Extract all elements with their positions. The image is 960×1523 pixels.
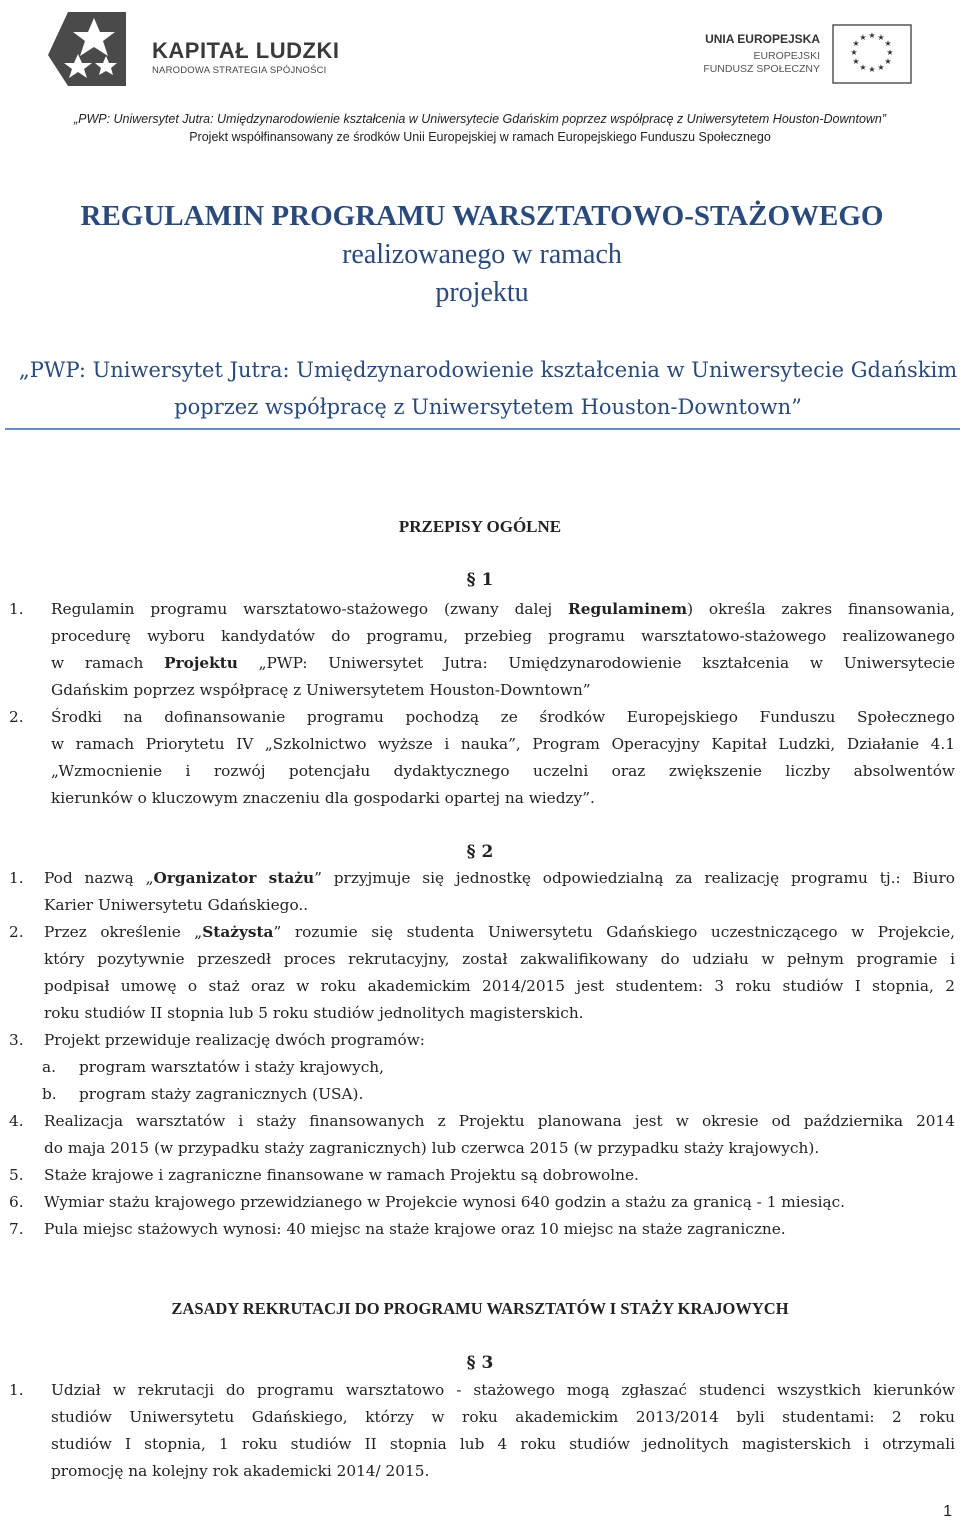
list-item-line: podpisał umowę o staż oraz w roku akademickim 2014/2015 jest studentem: 3 roku studiów I stopnia, 2: [44, 977, 955, 995]
svg-text:★: ★: [877, 33, 885, 42]
list-item-line: Karier Uniwersytetu Gdańskiego..: [44, 896, 309, 914]
paragraph-heading-1: § 1: [466, 570, 494, 590]
text-span: ” przyjmuje się jednostkę odpowiedzialną za realizację programu tj.: Biuro: [314, 869, 955, 887]
list-item-line: [51, 596, 955, 623]
list-number: 1.: [9, 1381, 24, 1399]
svg-text:★: ★: [877, 63, 885, 72]
text-span: ) określa zakres finansowania,: [687, 600, 955, 618]
kapital-ludzki-title: KAPITAŁ LUDZKI: [152, 38, 340, 63]
list-item-line: roku studiów II stopnia lub 5 roku studiów jednolitych magisterskich.: [44, 1004, 584, 1022]
list-number: 2.: [9, 708, 24, 726]
list-item-line: kierunków o kluczowym znaczeniu dla gospodarki opartej na wiedzy”.: [51, 789, 595, 807]
kapital-ludzki-logo: [40, 8, 340, 93]
list-item-line: studiów I stopnia, 1 roku studiów II stopnia lub 4 roku studiów jednolitych magisterskich i otrzymali: [51, 1435, 955, 1453]
svg-text:★: ★: [852, 39, 860, 48]
sublist-item: program staży zagranicznych (USA).: [79, 1085, 364, 1103]
document-title-line2: realizowanego w ramach: [342, 239, 622, 270]
paragraph-heading-3: § 3: [466, 1353, 494, 1373]
svg-text:★: ★: [884, 39, 892, 48]
text-span: „PWP: Uniwersytet Jutra: Umiędzynarodowienie kształcenia w Uniwersytecie: [237, 654, 956, 672]
eu-logo-line3: FUNDUSZ SPOŁECZNY: [703, 63, 820, 75]
list-item-line: procedurę wyboru kandydatów do programu, przebieg programu warsztatowo-stażowego realizowanego: [51, 627, 955, 645]
svg-text:★: ★: [852, 57, 860, 66]
svg-text:★: ★: [884, 57, 892, 66]
sublist-letter: a.: [42, 1058, 56, 1076]
kapital-ludzki-subtitle: NARODOWA STRATEGIA SPÓJNOŚCI: [152, 65, 327, 76]
list-number: 2.: [9, 923, 24, 941]
list-item-line: „Wzmocnienie i rozwój potencjału dydaktycznego uczelni oraz zwiększenie liczby absolwentów: [51, 762, 955, 780]
list-item-line: Środki na dofinansowanie programu pochodzą ze środków Europejskiego Funduszu Społecznego: [51, 708, 955, 726]
list-number: 1.: [9, 600, 24, 618]
paragraph-heading-2: § 2: [466, 842, 494, 862]
list-item-line: który pozytywnie przeszedł proces rekrutacyjny, został zakwalifikowany do udziału w pełnym programie i: [44, 950, 955, 968]
list-item-line: do maja 2015 (w przypadku staży zagranicznych) lub czerwca 2015 (w przypadku staży krajowych).: [44, 1139, 820, 1157]
list-item-line: Projekt przewiduje realizację dwóch programów:: [44, 1031, 425, 1049]
section-heading-general: PRZEPISY OGÓLNE: [398, 517, 562, 536]
list-item-line: studiów Uniwersytetu Gdańskiego, którzy w roku akademickim 2013/2014 byli studentami: 2 roku: [51, 1408, 955, 1426]
eu-logo: [700, 18, 930, 88]
text-span: Regulamin programu warsztatowo-stażowego (zwany dalej: [51, 600, 569, 618]
list-item-line: Realizacja warsztatów i staży finansowanych z Projektu planowana jest w okresie od października 2014: [44, 1112, 955, 1130]
list-item-line: w ramach Priorytetu IV „Szkolnictwo wyższe i nauka”, Program Operacyjny Kapitał Ludzki, Działanie 4.1: [51, 735, 955, 753]
eu-logo-line1: UNIA EUROPEJSKA: [705, 32, 820, 46]
header-cofinancing: Projekt współfinansowany ze środków Unii Europejskiej w ramach Europejskiego Funduszu Społecznego: [189, 130, 771, 144]
text-span: Pod nazwą „: [44, 869, 154, 887]
list-item-line: Gdańskim poprzez współpracę z Uniwersytetem Houston-Downtown”: [51, 681, 591, 699]
header-project-name: „PWP: Uniwersytet Jutra: Umiędzynarodowienie kształcenia w Uniwersytecie Gdańskim poprzez współpracę z Uniwersytetem Houston-Downtown”: [73, 112, 887, 126]
svg-text:★: ★: [886, 48, 894, 57]
document-title: REGULAMIN PROGRAMU WARSZTATOWO-STAŻOWEGO: [80, 200, 884, 232]
list-number: 5.: [9, 1166, 24, 1184]
section-heading-recruitment: ZASADY REKRUTACJI DO PROGRAMU WARSZTATÓW I STAŻY KRAJOWYCH: [171, 1299, 789, 1318]
list-item-line: Wymiar stażu krajowego przewidzianego w Projekcie wynosi 640 godzin a stażu za granicą - 1 miesiąc.: [44, 1193, 846, 1211]
project-name-line1: „PWP: Uniwersytet Jutra: Umiędzynarodowienie kształcenia w Uniwersytecie Gdańskim: [18, 358, 958, 382]
sublist-item: program warsztatów i staży krajowych,: [79, 1058, 385, 1076]
project-name-line2: poprzez współpracę z Uniwersytetem Houston-Downtown”: [174, 395, 802, 419]
bold-term: Stażysta: [202, 923, 274, 941]
title-divider: [5, 428, 960, 430]
list-number: 6.: [9, 1193, 24, 1211]
eu-flag-icon: [832, 24, 912, 84]
list-number: 3.: [9, 1031, 24, 1049]
list-item-line: [51, 650, 955, 677]
eu-logo-line2: EUROPEJSKI: [753, 50, 820, 62]
bold-term: Projektu: [164, 654, 238, 672]
bold-term: Organizator stażu: [153, 869, 315, 887]
text-span: w ramach: [51, 654, 165, 672]
list-item-line: Staże krajowe i zagraniczne finansowane w ramach Projektu są dobrowolne.: [44, 1166, 639, 1184]
list-item-line: Udział w rekrutacji do programu warsztatowo - stażowego mogą zgłaszać studenci wszystkich kierunków: [51, 1381, 955, 1399]
list-item-line: Pula miejsc stażowych wynosi: 40 miejsc na staże krajowe oraz 10 miejsc na staże zagraniczne.: [44, 1220, 786, 1238]
text-span: Przez określenie „: [44, 923, 203, 941]
list-item-line: [44, 865, 955, 892]
sublist-letter: b.: [42, 1085, 57, 1103]
svg-text:★: ★: [868, 31, 876, 40]
page-number: 1: [943, 1503, 952, 1520]
svg-text:★: ★: [868, 65, 876, 74]
list-item-line: promocję na kolejny rok akademicki 2014/ 2015.: [51, 1462, 430, 1480]
list-number: 4.: [9, 1112, 24, 1130]
document-title-line3: projektu: [435, 277, 529, 308]
text-span: ” rozumie się studenta Uniwersytetu Gdańskiego uczestniczącego w Projekcie,: [273, 923, 955, 941]
list-number: 1.: [9, 869, 24, 887]
kapital-ludzki-emblem-icon: [48, 10, 148, 90]
list-item-line: [44, 919, 955, 946]
bold-term: Regulaminem: [568, 600, 688, 618]
svg-text:★: ★: [850, 48, 858, 57]
svg-text:★: ★: [859, 33, 867, 42]
svg-text:★: ★: [859, 63, 867, 72]
list-number: 7.: [9, 1220, 24, 1238]
